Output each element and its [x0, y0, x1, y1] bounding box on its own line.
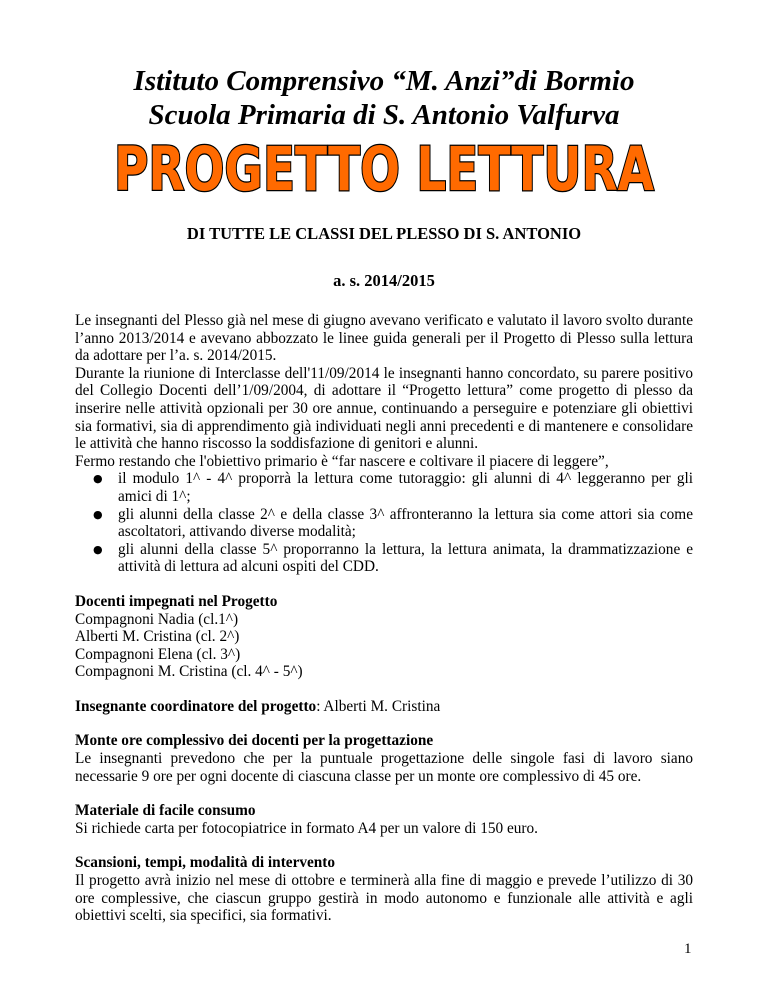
bullet-icon: ● [93, 507, 103, 521]
section-text: Si richiede carta per fotocopiatrice in formato A4 per un valore di 150 euro. [75, 819, 538, 837]
section-heading: Monte ore complessivo dei docenti per la progettazione [75, 732, 434, 750]
section-heading: Docenti impegnati nel Progetto [75, 592, 278, 610]
school-year: a. s. 2014/2015 [333, 271, 435, 290]
teacher-item: Compagnoni M. Cristina (cl. 4^ - 5^) [75, 663, 303, 681]
document-body [75, 312, 693, 925]
list-item: ● gli alunni della classe 5^ proporranno la lettura, la lettura animata, la drammatizzazione e attività di lettura ad alcuni ospiti del CDD. [93, 540, 693, 576]
project-scope: DI TUTTE LE CLASSI DEL PLESSO DI S. ANTONIO [186, 224, 582, 243]
teacher-item: Compagnoni Nadia (cl.1^) [75, 610, 239, 628]
banner-text: PROGETTO LETTURA [114, 136, 654, 200]
bullet-icon: ● [93, 472, 103, 486]
coordinator-line [75, 698, 693, 716]
teacher-item: Compagnoni Elena (cl. 3^) [75, 645, 241, 663]
coordinator-value: : Alberti M. Cristina [316, 697, 441, 715]
page-number: 1 [684, 941, 692, 957]
school-name: Istituto Comprensivo “M. Anzi”di Bormio [133, 65, 635, 97]
section-text: Il progetto avrà inizio nel mese di ottobre e terminerà alla fine di maggio e prevede l’utilizzo di 30 ore complessive, che ciascun gruppo gestirà in modo autonomo e funzionale alle attività e agli obiettivi scelti, sia specifici, sia formativi. [75, 872, 693, 925]
section-heading: Scansioni, tempi, modalità di intervento [75, 854, 336, 872]
list-item: ● gli alunni della classe 2^ e della classe 3^ affronteranno la lettura sia come attori sia come ascoltatori, attivando diverse modalità; [93, 505, 693, 541]
intro-paragraph: Le insegnanti del Plesso già nel mese di giugno avevano verificato e valutato il lavoro svolto durante l’anno 2013/2014 e avevano abbozzato le linee guida generali per il Progetto di Plesso sulla lettura da adottare per l’a. s. 2014/2015. [75, 312, 693, 365]
objectives-list [75, 470, 693, 576]
school-branch: Scuola Primaria di S. Antonio Valfurva [148, 99, 620, 131]
list-item: ● il modulo 1^ - 4^ proporrà la lettura come tutoraggio: gli alunni di 4^ leggeranno per gli amici di 1^; [93, 470, 693, 505]
intro-paragraph: Durante la riunione di Interclasse dell'11/09/2014 le insegnanti hanno concordato, su parere positivo del Collegio Docenti dell’1/09/2004, di adottare il “Progetto lettura” come progetto di plesso da inserire nelle attività opzionali per 30 ore annue, continuando a perseguire e potenziare gli obiettivi sia formativi, sia di apprendimento già individuati negli anni precedenti e di mantenere e consolidare le attività che hanno riscosso la soddisfazione di genitori e alunni. [75, 364, 693, 453]
teacher-item: Alberti M. Cristina (cl. 2^) [75, 628, 240, 646]
coordinator-label: Insegnante coordinatore del progetto [75, 697, 317, 715]
bullet-icon: ● [93, 542, 103, 556]
section-heading: Materiale di facile consumo [75, 802, 256, 820]
section-text: Le insegnanti prevedono che per la puntuale progettazione delle singole fasi di lavoro siano necessarie 9 ore per ogni docente di ciascuna classe per un monte ore complessivo di 45 ore. [75, 750, 693, 785]
intro-paragraph: Fermo restando che l'obiettivo primario è “far nascere e coltivare il piacere di leggere”, [75, 452, 609, 470]
project-title-banner [0, 136, 768, 200]
